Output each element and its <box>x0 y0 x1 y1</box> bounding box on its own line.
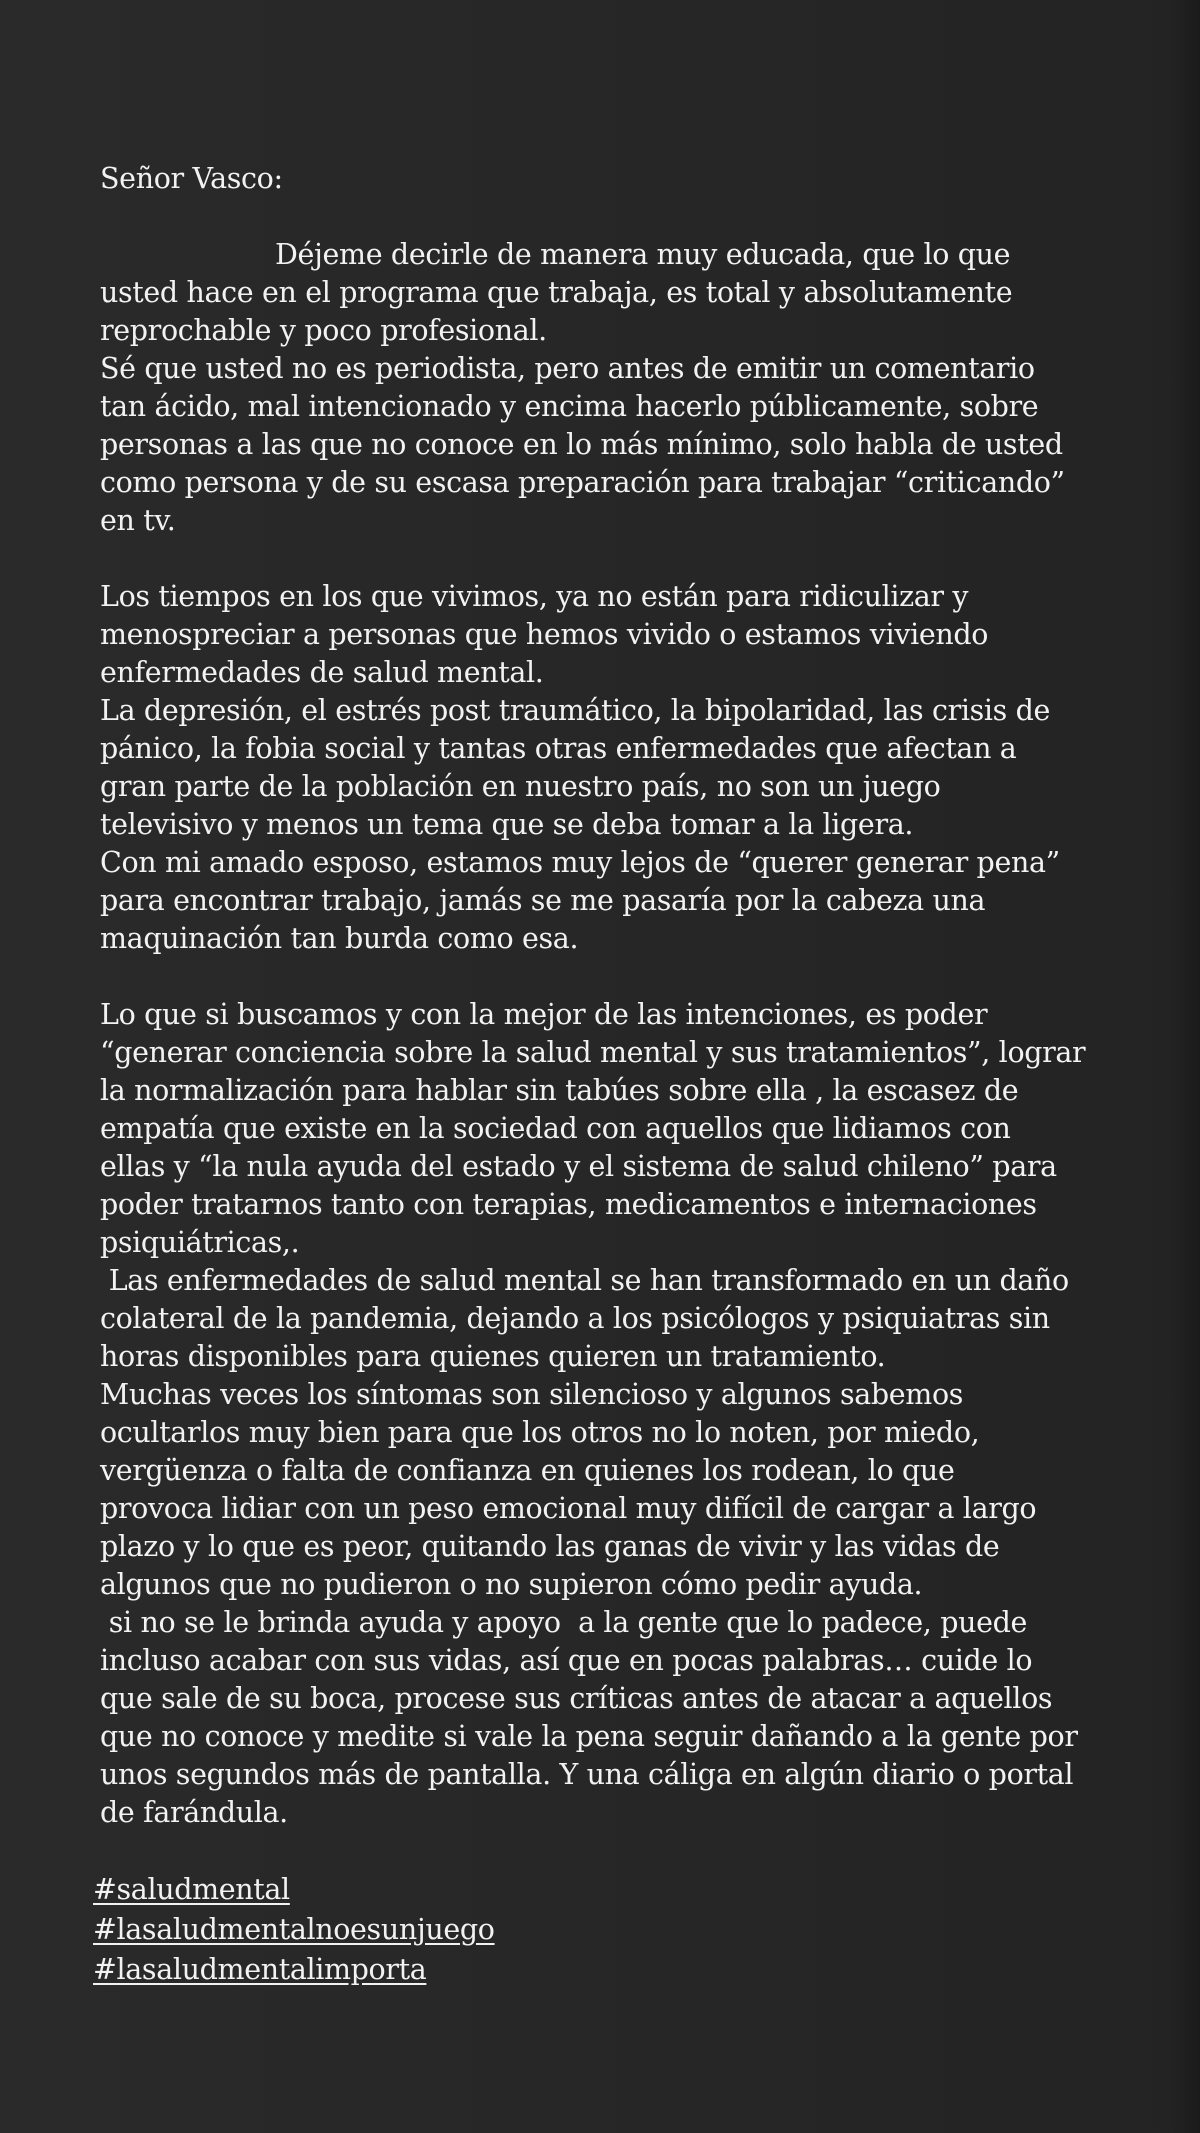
letter-line: plazo y lo que es peor, quitando las ganas de vivir y las vidas de <box>100 1530 1000 1563</box>
letter-line: tan ácido, mal intencionado y encima hacerlo públicamente, sobre <box>100 390 1039 423</box>
letter-line: como persona y de su escasa preparación para trabajar “criticando” <box>100 466 1065 499</box>
letter-line: que no conoce y medite si vale la pena seguir dañando a la gente por <box>100 1720 1078 1753</box>
paragraph-gap <box>100 958 1140 996</box>
letter-line: psiquiátricas,. <box>100 1226 300 1259</box>
letter-line: menospreciar a personas que hemos vivido o estamos viviendo <box>100 618 989 651</box>
letter-line: pánico, la fobia social y tantas otras enfermedades que afectan a <box>100 732 1017 765</box>
letter-text <box>93 160 1140 1990</box>
letter-line: Los tiempos en los que vivimos, ya no están para ridiculizar y <box>100 580 969 613</box>
letter-line: provoca lidiar con un peso emocional muy difícil de cargar a largo <box>100 1492 1037 1525</box>
edge-shade <box>1170 0 1200 2133</box>
hashtag-link[interactable]: #lasaludmentalimporta <box>93 1953 427 1986</box>
letter-line: ellas y “la nula ayuda del estado y el sistema de salud chileno” para <box>100 1150 1057 1183</box>
letter-line: Déjeme decirle de manera muy educada, que lo que <box>275 238 1011 271</box>
letter-line: para encontrar trabajo, jamás se me pasaría por la cabeza una <box>100 884 986 917</box>
letter-line: personas a las que no conoce en lo más mínimo, solo habla de usted <box>100 428 1063 461</box>
paragraph-gap <box>100 540 1140 578</box>
letter-line: algunos que no pudieron o no supieron cómo pedir ayuda. <box>100 1568 923 1601</box>
letter-line: televisivo y menos un tema que se deba tomar a la ligera. <box>100 808 914 841</box>
letter-line: vergüenza o falta de confianza en quienes los rodean, lo que <box>100 1454 955 1487</box>
letter-line: horas disponibles para quienes quieren un tratamiento. <box>100 1340 886 1373</box>
letter-line: ocultarlos muy bien para que los otros no lo noten, por miedo, <box>100 1416 980 1449</box>
letter-line: maquinación tan burda como esa. <box>100 922 579 955</box>
letter-line: gran parte de la población en nuestro país, no son un juego <box>100 770 941 803</box>
letter-line: poder tratarnos tanto con terapias, medicamentos e internaciones <box>100 1188 1037 1221</box>
letter-line: La depresión, el estrés post traumático, la bipolaridad, las crisis de <box>100 694 1051 727</box>
letter-line: incluso acabar con sus vidas, así que en pocas palabras… cuide lo <box>100 1644 1033 1677</box>
letter-line: reprochable y poco profesional. <box>100 314 547 347</box>
letter-line: si no se le brinda ayuda y apoyo a la gente que lo padece, puede <box>100 1606 1028 1639</box>
letter-line: enfermedades de salud mental. <box>100 656 544 689</box>
letter-body <box>100 236 1140 1832</box>
letter-line: Muchas veces los síntomas son silencioso y algunos sabemos <box>100 1378 964 1411</box>
letter-line: Sé que usted no es periodista, pero antes de emitir un comentario <box>100 352 1035 385</box>
letter-line: de farándula. <box>100 1796 288 1829</box>
letter-line: la normalización para hablar sin tabúes sobre ella , la escasez de <box>100 1074 1019 1107</box>
letter-line: unos segundos más de pantalla. Y una cáliga en algún diario o portal <box>100 1758 1074 1791</box>
letter-line: “generar conciencia sobre la salud mental y sus tratamientos”, lograr <box>100 1036 1086 1069</box>
hashtag-list <box>93 1870 1140 1990</box>
letter-line: usted hace en el programa que trabaja, es total y absolutamente <box>100 276 1013 309</box>
hashtag-link[interactable]: #lasaludmentalnoesunjuego <box>93 1913 495 1946</box>
letter-line: en tv. <box>100 504 176 537</box>
letter-line: Lo que si buscamos y con la mejor de las intenciones, es poder <box>100 998 988 1031</box>
hashtag-link[interactable]: #saludmental <box>93 1873 290 1906</box>
letter-line: que sale de su boca, procese sus críticas antes de atacar a aquellos <box>100 1682 1053 1715</box>
letter-greeting: Señor Vasco: <box>100 162 283 195</box>
letter-line: empatía que existe en la sociedad con aquellos que lidiamos con <box>100 1112 1011 1145</box>
letter-line: colateral de la pandemia, dejando a los psicólogos y psiquiatras sin <box>100 1302 1050 1335</box>
letter-line: Las enfermedades de salud mental se han transformado en un daño <box>100 1264 1069 1297</box>
letter-line: Con mi amado esposo, estamos muy lejos de “querer generar pena” <box>100 846 1060 879</box>
